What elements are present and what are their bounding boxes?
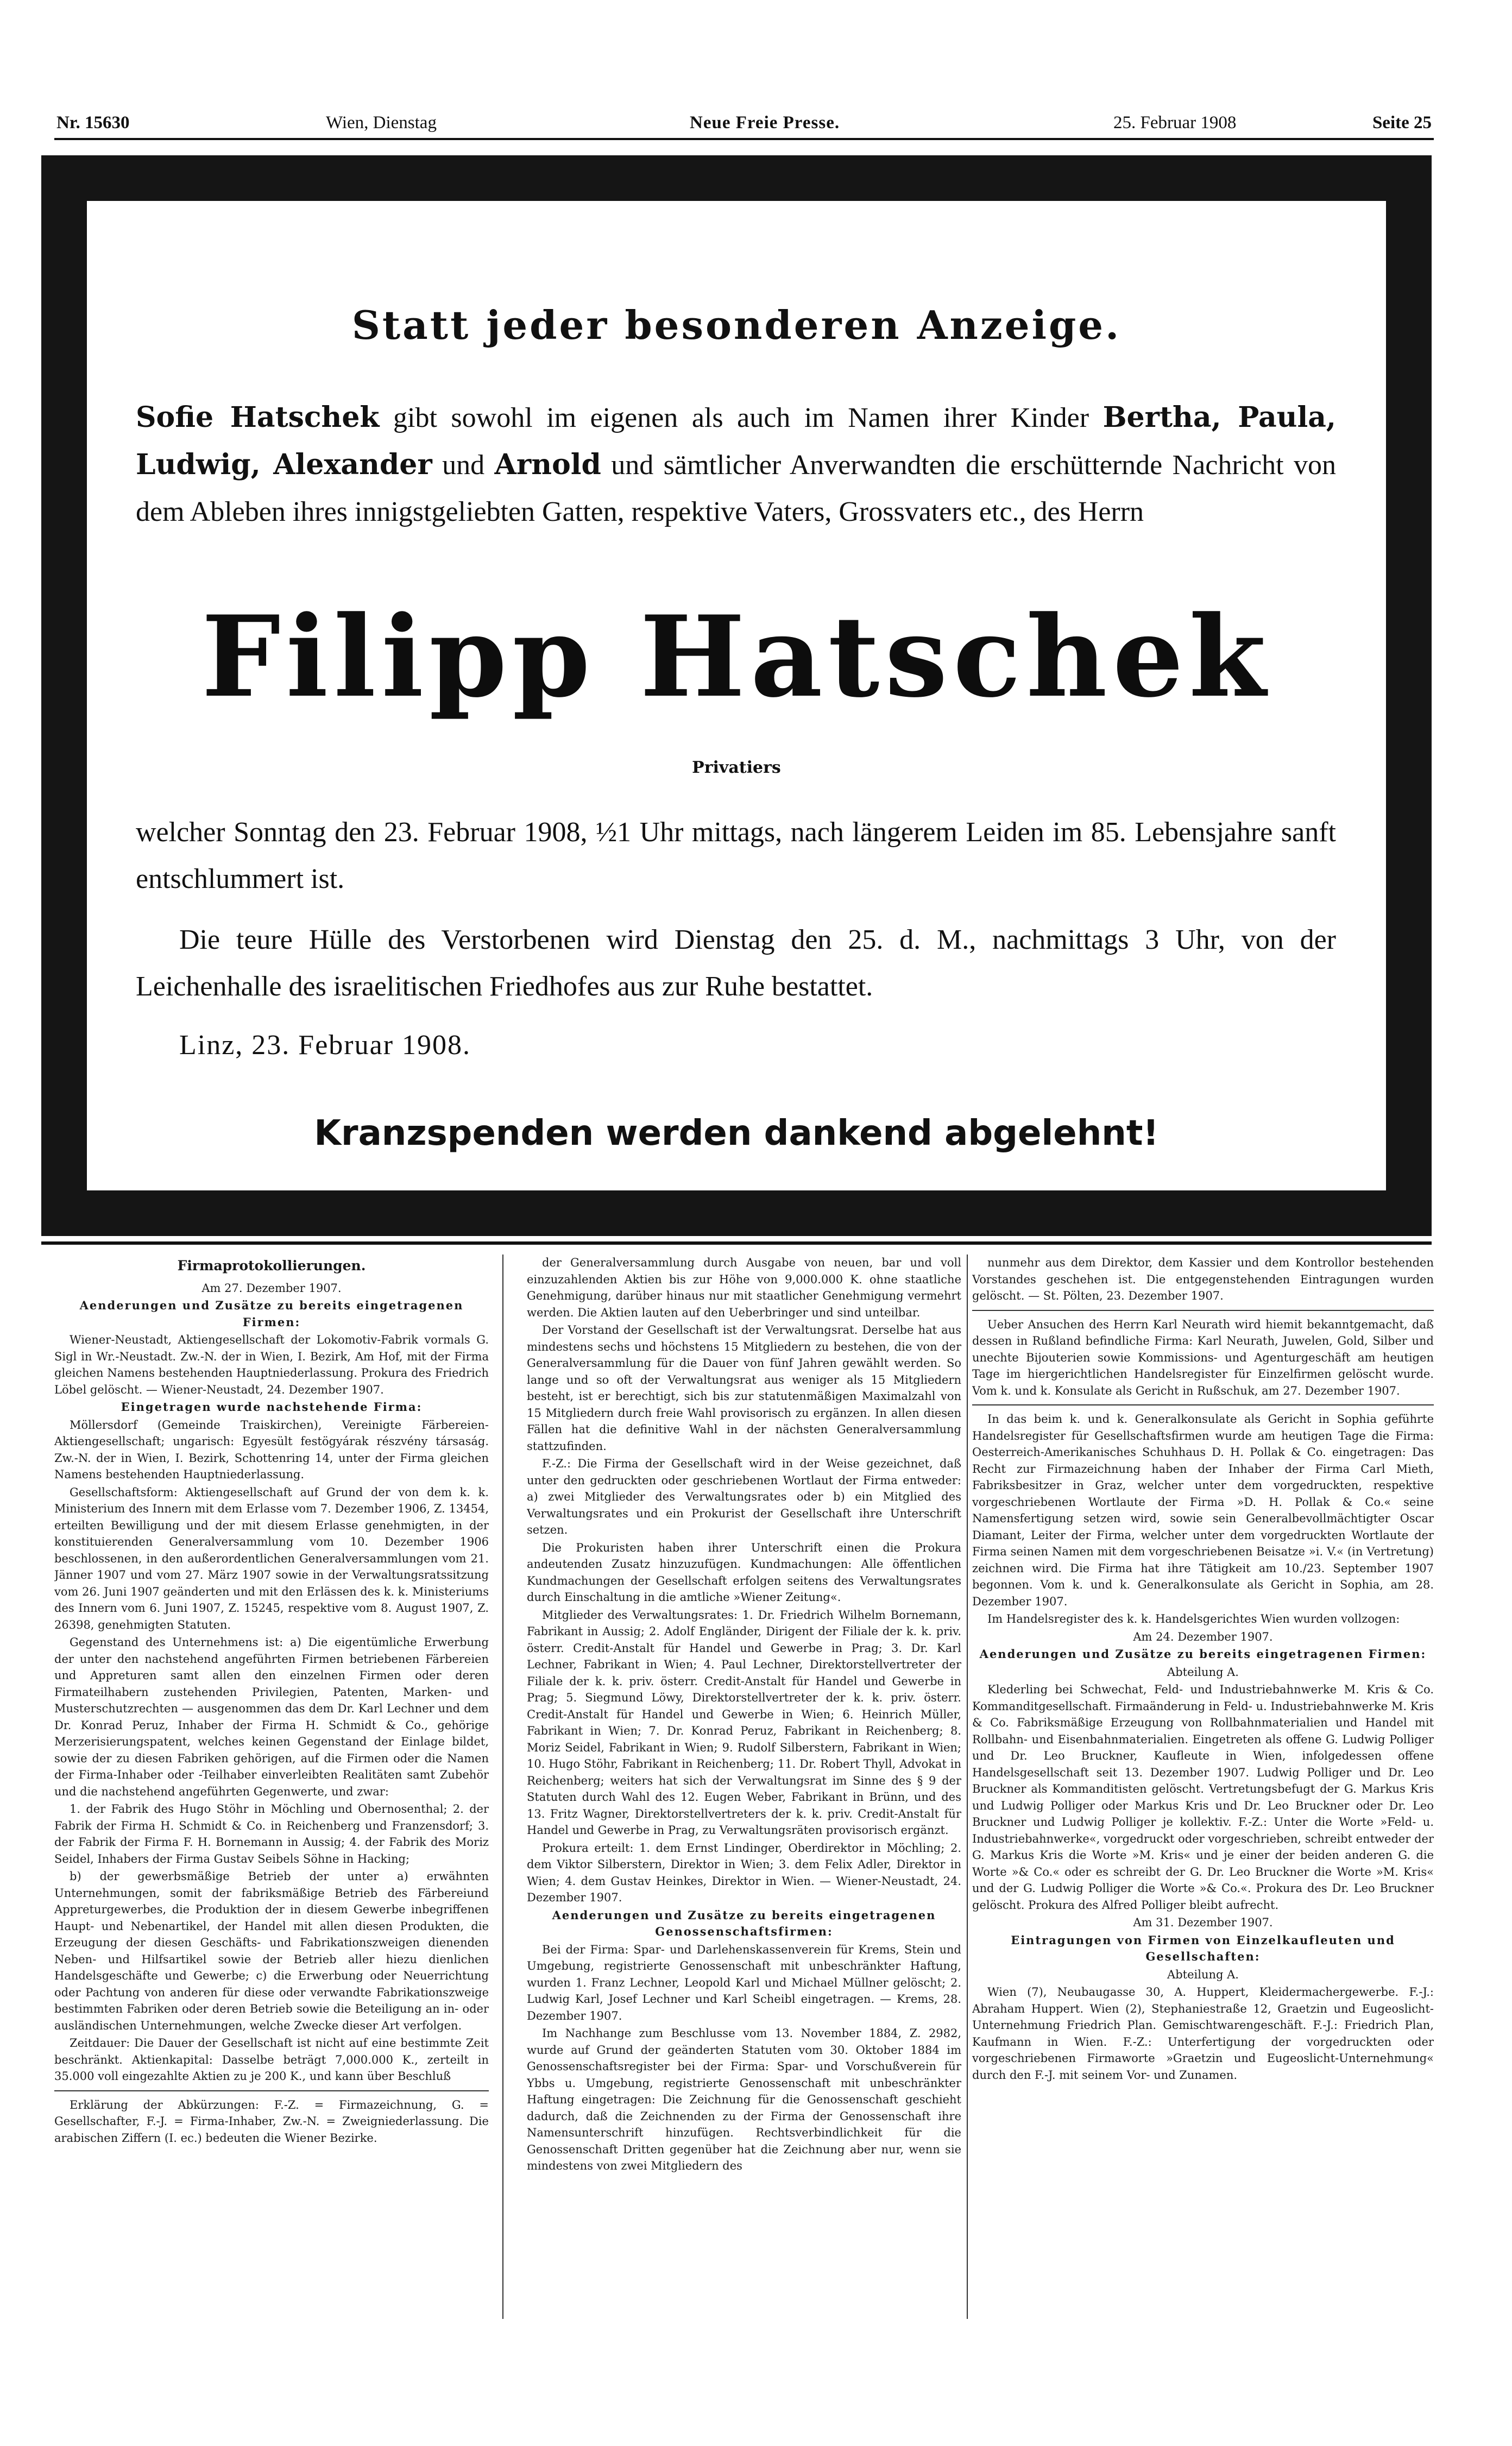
sub-heading: Abteilung A. — [1167, 1665, 1239, 1679]
obituary-frame — [41, 155, 1432, 1236]
entry-date: Am 24. Dezember 1907. — [1133, 1630, 1273, 1643]
column-title: Firmaprotokollierungen. — [177, 1258, 366, 1274]
page-number: Seite 25 — [1372, 113, 1432, 133]
section-heading: Aenderungen und Zusätze zu bereits eingetragenen Firmen: — [79, 1298, 464, 1329]
register-entry: 1. der Fabrik des Hugo Stöhr in Möchling und Obernosenthal; 2. der Fabrik der Firma H. Schmidt & Co. in Reichenberg und Franzensdorf; 3. der Fabrik der Firma F. H. Bornemann in Aussig; 4. der Fabrik des Moriz Seidel, Inhabers der Firma Gustav Seibels Söhne in Hacking; — [54, 1802, 489, 1865]
register-entry: Gesellschaftsform: Aktiengesellschaft auf Grund der von dem k. k. Ministerium des Innern mit dem Erlasse vom 7. Dezember 1906, Z. 13454, erteilten Bewilligung und der mit diesem Erlasse genehmigten, in der konstituierenden Generalversammlung vom 10. Dezember 1906 beschlossenen, in den außerordentlichen Generalversammlungen vom 21. Jänner 1907 und vom 27. März 1907 sowie in der Verwaltungsratssitzung vom 26. Juni 1907 geänderten und mit den Erlässen des k. k. Ministeriums des Innern vom 6. Juni 1907, Z. 15245, respektive vom 8. August 1907, Z. 26398, genehmigten Statuten. — [54, 1485, 489, 1631]
place-weekday: Wien, Dienstag — [326, 113, 437, 133]
entry-date: Am 27. Dezember 1907. — [201, 1281, 342, 1295]
register-entry: F.-Z.: Die Firma der Gesellschaft wird in der Weise gezeichnet, daß unter den gedruckten oder geschriebenen Wortlaut der Firma entweder: a) zwei Mitglieder des Verwaltungsrates oder b) ein Mitglied des Verwaltungsrates und ein Prokurist der Gesellschaft ihre Unterschrift setzen. — [527, 1457, 961, 1536]
register-entry: Wiener-Neustadt, Aktiengesellschaft der Lokomotiv-Fabrik vormals G. Sigl in Wr.-Neustadt. Zw.-N. der in Wien, I. Bezirk, Am Hof, mit der Firma gleichen Namens bestehenden Hauptniederlassung. Prokura des Friedrich Löbel gelöscht. — Wiener-Neustadt, 24. Dezember 1907. — [54, 1333, 489, 1396]
notice-announcement — [136, 394, 1336, 535]
section-heading: Aenderungen und Zusätze zu bereits eingetragenen Firmen: — [979, 1647, 1427, 1661]
register-entry: Zeitdauer: Die Dauer der Gesellschaft ist nicht auf eine bestimmte Zeit beschränkt. Aktienkapital: Dasselbe beträgt 7,000.000 K., zerteilt in 35.000 voll eingezahlte Aktien zu je 200 K., und kann über Beschluß — [54, 2037, 489, 2083]
register-entry: der Generalversammlung durch Ausgabe von neuen, bar und voll einzuzahlenden Aktien bis zur Höhe von 9,000.000 K. ohne staatliche Genehmigung, darüber hinaus nur mit staatlicher Genehmigung vermehrt werden. Die Aktien lauten auf den Ueberbringer und sind unteilbar. — [527, 1256, 961, 1319]
register-entry: Mitglieder des Verwaltungsrates: 1. Dr. Friedrich Wilhelm Bornemann, Fabrikant in Aussig; 2. Adolf Engländer, Dirigent der Filiale der k. k. priv. österr. Credit-Anstalt für Handel und Gewerbe in Prag; 3. Dr. Karl Lechner, Fabrikant in Wien; 4. Paul Lechner, Direktorstellvertreter der Filiale der k. k. priv. österr. Credit-Anstalt für Handel und Gewerbe in Prag; 5. Siegmund Löwy, Direktorstellvertreter der k. k. priv. österr. Credit-Anstalt für Handel und Gewerbe in Wien; 6. Heinrich Müller, Fabrikant in Wien; 7. Dr. Konrad Peruz, Fabrikant in Reichenberg; 8. Moriz Seidel, Fabrikant in Wien; 9. Rudolf Silberstern, Fabrikant in Wien; 10. Hugo Stöhr, Fabrikant in Reichenberg; 11. Dr. Robert Thyll, Advokat in Reichenberg; weiters hat sich der Verwaltungsrat im Sinne des § 9 der Statuten durch Wahl des 12. Eugen Weber, Fabrikant in Brünn, und des 13. Fritz Wagner, Direktorstellvertreters der k. k. priv. Credit-Anstalt für Handel und Gewerbe in Prag, zu Verwaltungsräten provisorisch ergänzt. — [527, 1608, 961, 1837]
register-entry: Bei der Firma: Spar- und Darlehenskassenverein für Krems, Stein und Umgebung, registrierte Genossenschaft mit unbeschränkter Haftung, wurden 1. Franz Lechner, Leopold Karl und Michael Müllner gelöscht; 2. Ludwig Karl, Josef Lechner und Karl Scheibl eingetragen. — Krems, 28. Dezember 1907. — [527, 1943, 961, 2022]
announcement-text-c: und sämtlicher Anverwandten die erschütternde Nachricht von dem Ableben ihres innigstgeliebten Gatten, respektive Vaters, Grossvaters etc., des Herrn — [136, 450, 1337, 527]
register-entry: nunmehr aus dem Direktor, dem Kassier und dem Kontrollor bestehenden Vorstandes geschehen ist. Die entgegenstehenden Eintragungen wurden gelöscht. — St. Pölten, 23. Dezember 1907. — [972, 1256, 1434, 1302]
obituary-notice — [87, 201, 1386, 1190]
register-entry: Ueber Ansuchen des Herrn Karl Neurath wird hiemit bekanntgemacht, daß dessen in Rußland befindliche Firma: Karl Neurath, Juwelen, Gold, Silber und unechte Bijouterien sowie Kommissions- und Agenturgeschäft am heutigen Tage im hiergerichtlichen Handelsregister für Einzelfirmen gelöscht wurde. Vom k. und k. Konsulate als Gericht in Rußschuk, am 27. Dezember 1907. — [972, 1317, 1434, 1397]
widow-name: Sofie Hatschek — [136, 401, 380, 434]
entry-date: Am 31. Dezember 1907. — [1133, 1916, 1273, 1929]
column-1 — [54, 1254, 489, 2319]
register-entry: Wien (7), Neubaugasse 30, A. Huppert, Kleidermachergewerbe. F.-J.: Abraham Huppert. Wien (2), Stephaniestraße 12, Graetzin und Eugeoslicht-Unternehmung Friedrich Plan. Gemischtwarengeschäft. F.-J.: Friedrich Plan, Kaufmann in Wien. F.-Z.: Unterfertigung der vorgedruckten oder vorgeschriebenen Firmaworte »Graetzin und Eugeoslicht-Unternehmung« durch den F.-J. mit seinem Vor- und Zunamen. — [972, 1985, 1434, 2082]
deceased-occupation: Privatiers — [692, 758, 781, 777]
place-and-date: Linz, 23. Februar 1908. — [179, 1030, 471, 1061]
register-entry: Im Handelsregister des k. k. Handelsgerichtes Wien wurden vollzogen: — [987, 1612, 1400, 1625]
sub-heading: Abteilung A. — [1167, 1968, 1239, 1981]
register-entry: Möllersdorf (Gemeinde Traiskirchen), Vereinigte Färbereien-Aktiengesellschaft; ungarisch: Egyesült festögyárak részvény társaság. Zw.-N. der in Wien, I. Bezirk, Schottenring 14, unter der Firma gleichen Namens bestehenden Hauptniederlassung. — [54, 1418, 489, 1481]
section-heading: Eingetragen wurde nachstehende Firma: — [121, 1400, 423, 1414]
column-separator — [967, 1254, 968, 2319]
section-heading: Aenderungen und Zusätze zu bereits eingetragenen Genossenschaftsfirmen: — [552, 1908, 936, 1938]
issue-date: 25. Februar 1908 — [1113, 113, 1237, 133]
register-entry: Klederling bei Schwechat, Feld- und Industriebahnwerke M. Kris & Co. Kommanditgesellschaft. Firmaänderung in Feld- u. Industriebahnwerke M. Kris & Co. Fabriksmäßige Erzeugung von Rollbahnmaterialien und Handel mit Rollbahn- und Eisenbahnmaterialien. Eingetreten als offene G. Ludwig Polliger und Dr. Leo Bruckner, Kaufleute in Wien, infolgedessen offene Handelsgesellschaft seit 13. Dezember 1907. Ludwig Polliger und Dr. Leo Bruckner als Kommanditisten gelöscht. Vertretungsbefugt der G. Markus Kris und Ludwig Polliger oder Markus Kris und Dr. Leo Bruckner oder Dr. Leo Bruckner und Ludwig Polliger je kollektiv. F.-Z.: Unter die Worte »Feld- u. Industriebahnwerke«, vorgedruckt oder vorgeschrieben, schreibt entweder der G. Markus Kris die Worte »M. Kris« und je einer der beiden anderen G. die Worte »& Co.« oder es schreibt der G. Dr. Leo Bruckner die Worte »M. Kris« und der G. Ludwig Polliger die Worte »& Co.«. Prokura des Dr. Leo Bruckner gelöscht. Prokura des Alfred Polliger bleibt aufrecht. — [972, 1683, 1434, 1912]
register-entry: Gegenstand des Unternehmens ist: a) Die eigentümliche Erwerbung der unter den nachstehend angeführten Firmen betriebenen Färbereien und Appreturen samt allen den einzelnen Firmen oder deren Firmateilhabern zustehenden Privilegien, Patenten, Marken- und Musterschutzrechten — ausgenommen das dem Dr. Karl Lechner und dem Dr. Konrad Peruz, Inhaber der Firma H. Schmidt & Co., gehörige Merzerisierungspatent, welches keinen Gegenstand der Einlage bildet, sowie der zu diesen Fabriken gehörigen, auf die Firmen oder die Namen der Firma-Inhaber oder -Teilhaber einverleibten Realitäten samt Zubehör und die nachstehend angeführten Gegenwerte, und zwar: — [54, 1636, 489, 1798]
announcement-text-b: und — [432, 450, 495, 481]
register-entry: b) der gewerbsmäßige Betrieb der unter a) erwähnten Unternehmungen, somit der fabriksmäßige Betrieb des Färbereiund Appreturgewerbes, die Produktion der in diesem Gewerbe inbegriffenen Haupt- und Nebenartikel, der Handel mit allen diesen Produkten, die Erzeugung der diesen Geschäfts- und Fabrikationszweigen dienenden Neben- und Hilfsartikel sowie der Betrieb aller hiezu dienlichen Handelsgeschäfte und Gewerbe; c) die Erwerbung oder Neuerrichtung oder Pachtung von anderen für diese oder verwandte Fabrikationszweige bestimmten Fabriken oder deren Betrieb sowie die Beteiligung an in- oder ausländischen Unternehmungen, welche Zwecke dieser Art verfolgen. — [54, 1870, 489, 2032]
register-entry: Der Vorstand der Gesellschaft ist der Verwaltungsrat. Derselbe hat aus mindestens sechs und höchstens 15 Mitgliedern zu bestehen, die von der Generalversammlung für die Dauer von fünf Jahren gewählt werden. So lange und so oft der Verwaltungsrat aus weniger als 15 Mitgliedern besteht, ist er berechtigt, sich bis zur statutenmäßigen Maximalzahl von 15 Mitgliedern durch freie Wahl provisorisch zu ergänzen. In allen diesen Fällen hat die definitive Wahl in der nächsten Generalversammlung stattzufinden. — [527, 1323, 961, 1453]
newspaper-title: Neue Freie Presse. — [690, 113, 840, 133]
register-entry: Die Prokuristen haben ihrer Unterschrift einen die Prokura andeutenden Zusatz hinzuzufügen. Kundmachungen: Alle öffentlichen Kundmachungen der Gesellschaft erfolgen seitens des Verwaltungsrates durch Einschaltung in die amtliche »Wiener Zeitung«. — [527, 1541, 961, 1604]
entry-rule — [972, 1310, 1434, 1311]
register-entry: In das beim k. und k. Generalkonsulate als Gericht in Sophia geführte Handelsregister für Gesellschaftsfirmen wurde am heutigen Tage die Firma: Oesterreich-Amerikanisches Schuhhaus D. H. Pollak & Co. eingetragen: Das Recht zur Firmazeichnung haben der Inhaber der Firma Carl Mieth, Fabriksbesitzer in Graz, welcher unter dem vorgedruckten, respektive vorgeschriebenen Wortlaute der Firma »D. H. Pollak & Co.« seine Namensfertigung setzen wird, sowie sein Generalbevollmächtigter Oscar Diamant, Leiter der Firma, welcher unter dem vorgedruckten Wortlaute der Firma seinen Namen mit dem vorgeschriebenen Beisatze »i. V.« (in Vertretung) zeichnen wird. Die Firma hat ihre Tätigkeit am 10./23. September 1907 begonnen. Vom k. und k. Generalkonsulate als Gericht in Sophia, am 28. Dezember 1907. — [972, 1413, 1434, 1608]
footnote-rule — [54, 2090, 489, 2091]
entry-rule — [972, 1404, 1434, 1405]
column-separator — [502, 1254, 503, 2319]
issue-number: Nr. 15630 — [56, 113, 130, 133]
no-wreaths-notice: Kranzspenden werden dankend abgelehnt! — [314, 1113, 1159, 1153]
page-header — [54, 110, 1434, 140]
notice-heading: Statt jeder besonderen Anzeige. — [351, 302, 1122, 348]
funeral-details: Die teure Hülle des Verstorbenen wird Dienstag den 25. d. M., nachmittags 3 Uhr, von der Leichenhalle des israelitischen Friedhofes aus zur Ruhe bestattet. — [136, 924, 1336, 1002]
child-name-last: Arnold — [494, 448, 601, 481]
section-divider — [41, 1241, 1432, 1245]
column-2 — [527, 1254, 961, 2319]
announcement-text-a: gibt sowohl im eigenen als auch im Namen ihrer Kinder — [379, 402, 1103, 433]
abbreviation-footnote: Erklärung der Abkürzungen: F.-Z. = Firmazeichnung, G. = Gesellschafter, F.-J. = Firma-Inhaber, Zw.-N. = Zweigniederlassung. Die arabischen Ziffern (I. ec.) bedeuten die Wiener Bezirke. — [54, 2098, 489, 2145]
deceased-name: Filipp Hatschek — [201, 592, 1272, 722]
death-details: welcher Sonntag den 23. Februar 1908, ½1 Uhr mittags, nach längerem Leiden im 85. Lebensjahre sanft entschlummert ist. — [136, 817, 1336, 894]
register-entry: Prokura erteilt: 1. dem Ernst Lindinger, Oberdirektor in Möchling; 2. dem Viktor Silberstern, Direktor in Wien; 3. dem Felix Adler, Direktor in Wien; 4. dem Gustav Heinkes, Direktor in Wien. — Wiener-Neustadt, 24. Dezember 1907. — [527, 1841, 961, 1904]
section-heading: Eintragungen von Firmen von Einzelkaufleuten und Gesellschaften: — [1011, 1933, 1395, 1963]
children-names: Bertha, Paula, Ludwig, Alexander — [136, 401, 1337, 481]
register-entry: Im Nachhange zum Beschlusse vom 13. November 1884, Z. 2982, wurde auf Grund der geänderten Statuten vom 30. Oktober 1884 im Genossenschaftsregister bei der Firma: Spar- und Vorschußverein für Ybbs u. Umgebung, registrierte Genossenschaft mit unbeschränkter Haftung eingetragen: Die Zeichnung für die Genossenschaft geschieht dadurch, daß die Zeichnenden zu der Firma der Genossenschaft ihre Namensunterschrift hinzufügen. Rechtsverbindlichkeit für die Genossenschaft Dritten gegenüber hat die Zeichnung aber nur, wenn sie mindestens von zwei Mitgliedern des — [527, 2027, 961, 2172]
column-3 — [972, 1254, 1434, 2319]
